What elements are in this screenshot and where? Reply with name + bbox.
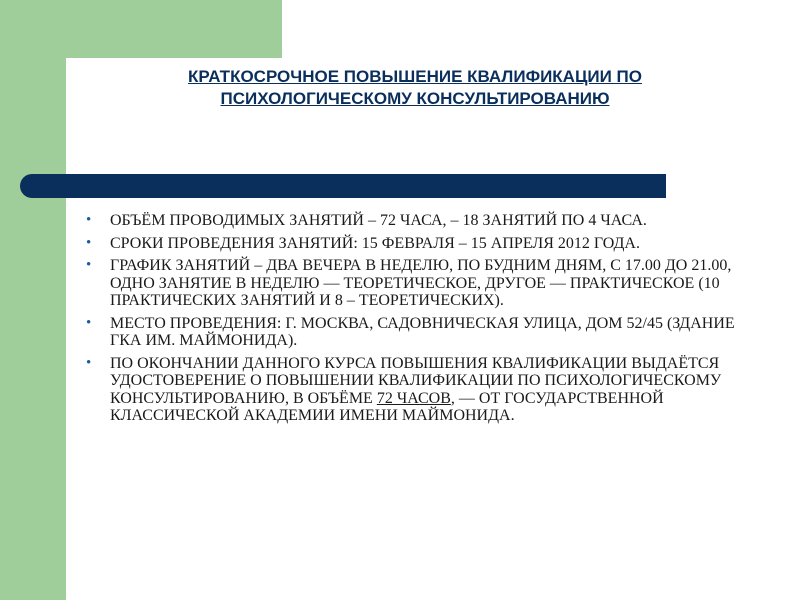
bullet-icon: • [86,314,92,331]
bullet-list [86,212,746,430]
decorative-divider-bar [40,174,666,198]
slide-title-line-1: КРАТКОСРОЧНОЕ ПОВЫШЕНИЕ КВАЛИФИКАЦИИ ПО [188,67,642,86]
bullet-text: ГРАФИК ЗАНЯТИЙ – ДВА ВЕЧЕРА В НЕДЕЛЮ, ПО БУДНИМ ДНЯМ, С 17.00 ДО 21.00, ОДНО ЗАНЯТИЕ В НЕДЕЛЮ — ТЕОРЕТИЧЕСКОЕ, ДРУГОЕ — ПРАКТИЧЕСКОЕ (10 ПРАКТИЧЕСКИХ ЗАНЯТИЙ И 8 – ТЕОРЕТИЧЕСКИХ). [110,257,732,309]
bullet-item-dates [86,235,746,253]
bullet-item-volume [86,212,746,230]
bullet-text [110,355,721,425]
bullet-icon: • [86,234,92,251]
decorative-left-band [0,0,66,600]
bullet-item-schedule [86,257,746,310]
bullet-icon: • [86,257,92,273]
bullet-text-after: , — ОТ ГОСУДАРСТВЕННОЙ КЛАССИЧЕСКОЙ АКАДЕМИИ ИМЕНИ МАЙМОНИДА. [110,389,664,424]
bullet-text: ОБЪЁМ ПРОВОДИМЫХ ЗАНЯТИЙ – 72 ЧАСА, – 18 ЗАНЯТИЙ ПО 4 ЧАСА. [110,212,647,229]
hours-link[interactable]: 72 ЧАСОВ [376,389,451,407]
bullet-text: МЕСТО ПРОВЕДЕНИЯ: Г. МОСКВА, САДОВНИЧЕСКАЯ УЛИЦА, ДОМ 52/45 (ЗДАНИЕ ГКА ИМ. МАЙМОНИДА). [110,314,735,349]
decorative-top-band [0,0,282,58]
slide-title [80,66,750,110]
bullet-text-before: ПО ОКОНЧАНИИ ДАННОГО КУРСА ПОВЫШЕНИЯ КВАЛИФИКАЦИИ ВЫДАЁТСЯ УДОСТОВЕРЕНИЕ О ПОВЫШЕНИИ КВАЛИФИКАЦИИ ПО ПСИХОЛОГИЧЕСКОМУ КОНСУЛЬТИРОВАНИЮ, В ОБЪЁМЕ [110,354,722,407]
slide-title-line-2: ПСИХОЛОГИЧЕСКОМУ КОНСУЛЬТИРОВАНИЮ [220,89,610,108]
bullet-text: СРОКИ ПРОВЕДЕНИЯ ЗАНЯТИЙ: 15 ФЕВРАЛЯ – 15 АПРЕЛЯ 2012 ГОДА. [110,234,640,252]
bullet-icon: • [86,212,92,228]
bullet-item-certificate [86,355,746,425]
bullet-item-location [86,315,746,350]
bullet-icon: • [86,354,92,371]
